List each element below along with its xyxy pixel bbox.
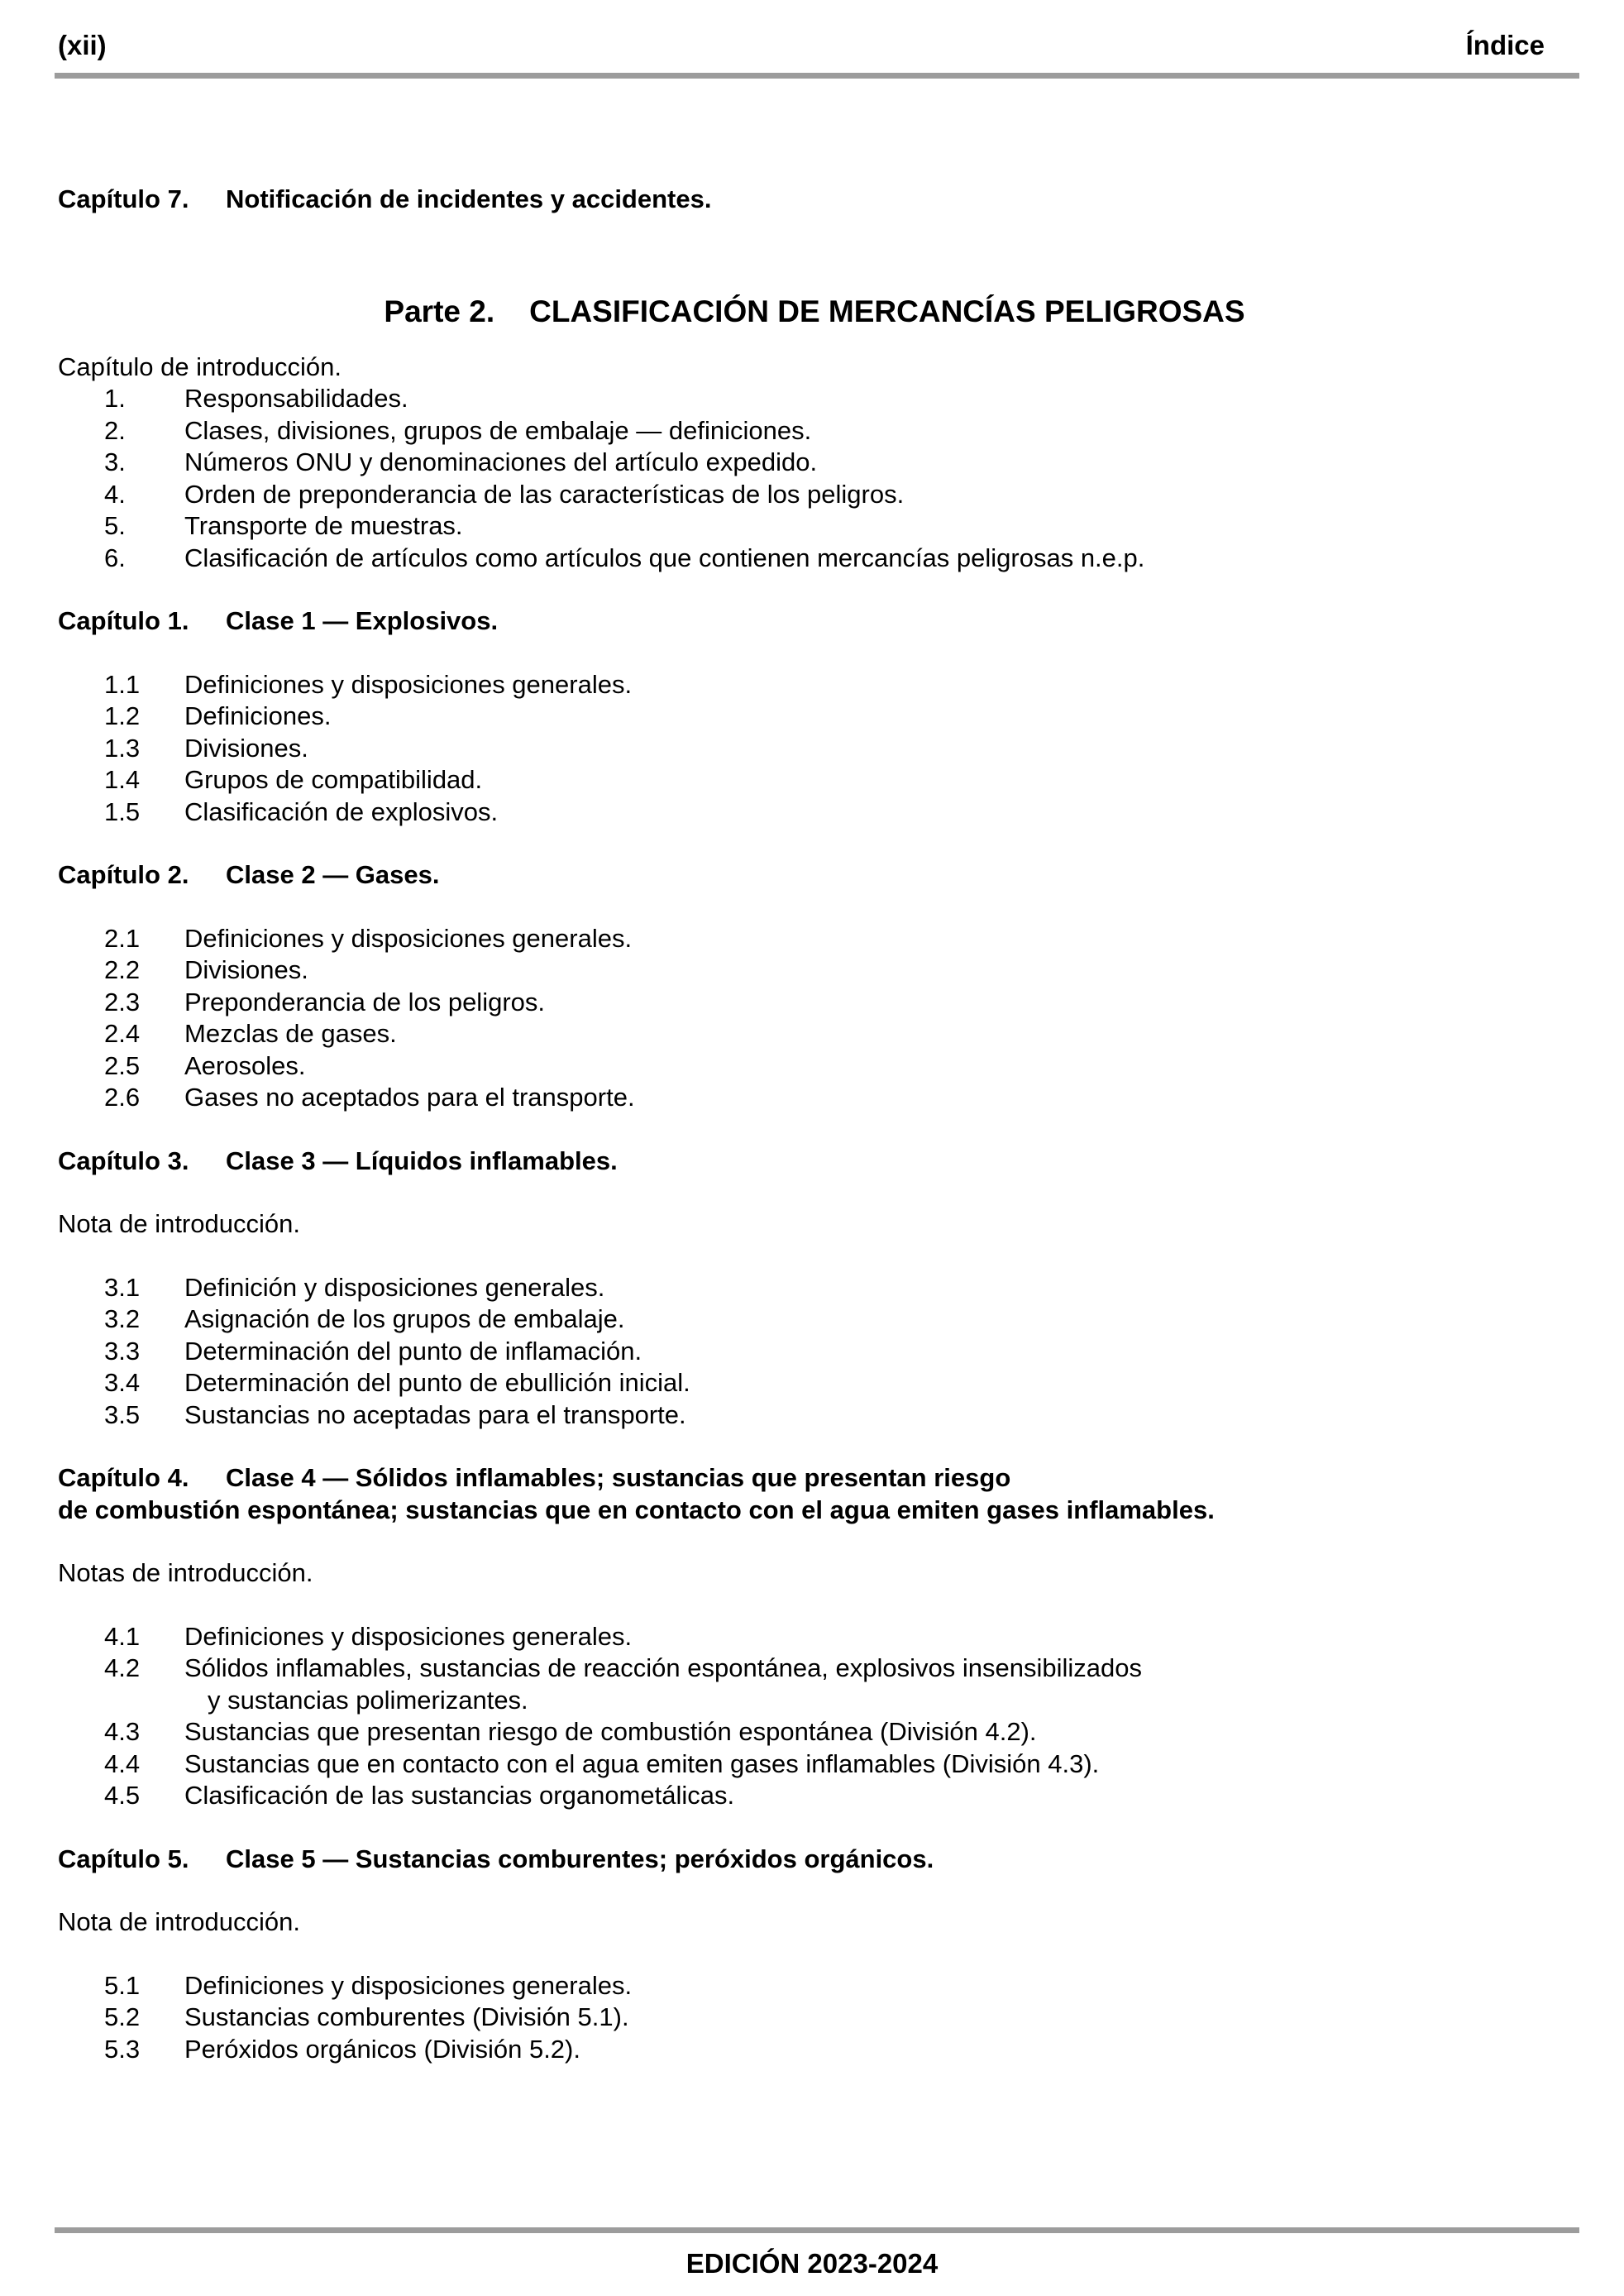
list-item: 1. Responsabilidades. (104, 384, 408, 413)
list-item: 2.3 Preponderancia de los peligros. (104, 987, 545, 1016)
chapter-4-heading-cont: de combustión espontánea; sustancias que en contacto con el agua emiten gases inflamables. (58, 1495, 1215, 1524)
edition-footer: EDICIÓN 2023-2024 (685, 2248, 939, 2279)
list-item: 3.3 Determinación del punto de inflamación. (104, 1336, 642, 1366)
chapter-1-heading: Capítulo 1. Clase 1 — Explosivos. (58, 606, 499, 635)
chapter-5-heading: Capítulo 5. Clase 5 — Sustancias comburentes; peróxidos orgánicos. (58, 1844, 934, 1873)
list-item: 5.3 Peróxidos orgánicos (División 5.2). (104, 2034, 580, 2064)
list-item: 1.4 Grupos de compatibilidad. (104, 765, 483, 794)
intro-note: Nota de introducción. (58, 1209, 300, 1238)
list-item: 3.2 Asignación de los grupos de embalaje. (104, 1304, 625, 1333)
chapter-7-heading (58, 184, 1571, 216)
page-number: (xii) (58, 30, 107, 60)
intro-note: Nota de introducción. (58, 1907, 300, 1936)
list-item: 3.4 Determinación del punto de ebullición inicial. (104, 1368, 690, 1397)
intro-chapter-title: Capítulo de introducción. (58, 352, 342, 381)
header-rule (55, 73, 1579, 79)
chapter-title: Notificación de incidentes y accidentes. (226, 184, 712, 213)
list-item: 3.5 Sustancias no aceptadas para el transporte. (104, 1399, 686, 1429)
list-item: 4.2 Sólidos inflamables, sustancias de reacción espontánea, explosivos insensibilizados (104, 1653, 1143, 1682)
list-item: 1.2 Definiciones. (104, 701, 332, 730)
list-item-cont: y sustancias polimerizantes. (208, 1685, 528, 1715)
list-item: 4. Orden de preponderancia de las características de los peligros. (104, 479, 905, 509)
list-item: 6. Clasificación de artículos como artículos que contienen mercancías peligrosas n.e.p. (104, 543, 1145, 572)
part-number: Parte 2. (384, 294, 495, 328)
list-item: 2.4 Mezclas de gases. (104, 1019, 397, 1048)
intro-note: Notas de introducción. (58, 1558, 313, 1587)
list-item: 2.5 Aerosoles. (104, 1050, 306, 1080)
list-item: 5.1 Definiciones y disposiciones generales. (104, 1970, 633, 2000)
list-item: 2. Clases, divisiones, grupos de embalaje — definiciones. (104, 415, 812, 445)
section-title: Índice (1465, 30, 1545, 60)
part-title: CLASIFICACIÓN DE MERCANCÍAS PELIGROSAS (529, 294, 1245, 328)
list-item: 2.2 Divisiones. (104, 955, 308, 984)
chapter-3-heading: Capítulo 3. Clase 3 — Líquidos inflamables. (58, 1146, 618, 1175)
list-item: 2.6 Gases no aceptados para el transporte. (104, 1083, 635, 1112)
list-item: 4.4 Sustancias que en contacto con el agua emiten gases inflamables (División 4.3). (104, 1748, 1100, 1778)
table-of-contents (58, 184, 1571, 2065)
chapter-2-heading: Capítulo 2. Clase 2 — Gases. (58, 860, 440, 889)
part-2-heading (58, 292, 1571, 332)
list-item: 1.3 Divisiones. (104, 733, 308, 763)
list-item: 4.5 Clasificación de las sustancias organometálicas. (104, 1781, 735, 1810)
list-item: 5.2 Sustancias comburentes (División 5.1). (104, 2002, 629, 2031)
list-item: 4.3 Sustancias que presentan riesgo de combustión espontánea (División 4.2). (104, 1717, 1037, 1746)
page-header (58, 26, 1581, 60)
list-item: 5. Transporte de muestras. (104, 511, 463, 540)
list-item: 4.1 Definiciones y disposiciones generales. (104, 1621, 633, 1651)
list-item: 2.1 Definiciones y disposiciones generales. (104, 923, 633, 953)
footer-rule (55, 2227, 1579, 2233)
list-item: 1.1 Definiciones y disposiciones generales. (104, 669, 633, 699)
list-item: 3. Números ONU y denominaciones del artículo expedido. (104, 447, 818, 476)
list-item: 3.1 Definición y disposiciones generales. (104, 1272, 605, 1302)
chapter-4-heading: Capítulo 4. Clase 4 — Sólidos inflamables; sustancias que presentan riesgo (58, 1463, 1011, 1492)
list-item: 1.5 Clasificación de explosivos. (104, 796, 499, 826)
chapter-number: Capítulo 7. (58, 184, 189, 213)
